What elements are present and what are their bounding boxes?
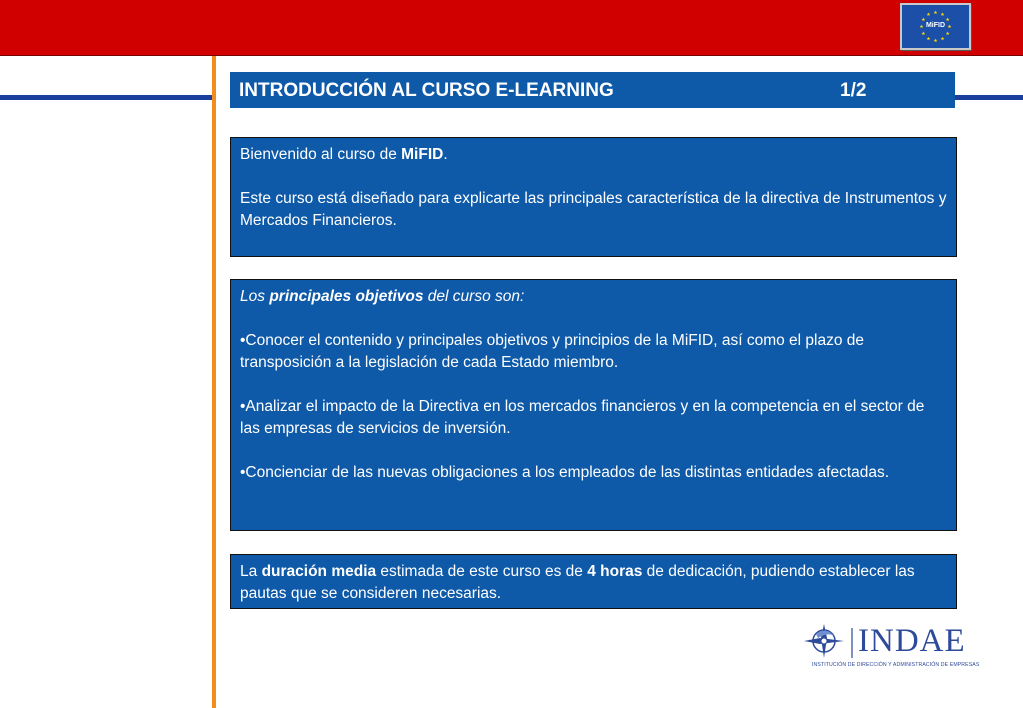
slide-title: INTRODUCCIÓN AL CURSO E-LEARNING xyxy=(239,80,614,101)
heading-bold: principales objetivos xyxy=(269,288,424,305)
welcome-prefix: Bienvenido al curso de xyxy=(240,146,402,163)
star-icon xyxy=(946,18,950,22)
welcome-suffix: . xyxy=(443,146,448,163)
objectives-panel xyxy=(230,279,957,531)
duration-prefix: La xyxy=(240,563,262,580)
logo-name: INDAE xyxy=(858,623,966,659)
compass-emblem-icon xyxy=(800,620,856,664)
objectives-heading xyxy=(240,286,947,308)
duration-hours: 4 horas xyxy=(587,563,643,580)
heading-prefix: Los xyxy=(240,288,270,305)
divider-left xyxy=(0,95,213,100)
objective-item: •Conocer el contenido y principales objetivos y principios de la MiFID, así como el plazo de transposición a la legislación de cada Estado miembro. xyxy=(240,332,865,371)
objective-item: •Concienciar de las nuevas obligaciones a los empleados de las distintas entidades afectadas. xyxy=(240,464,890,481)
duration-suffix: de dedicación, pudiendo establecer las pautas que se consideren necesarias. xyxy=(240,563,915,602)
logo-subtitle: INSTITUCIÓN DE DIRECCIÓN Y ADMINISTRACIÓN DE EMPRESAS xyxy=(812,662,980,668)
duration-label: duración media xyxy=(261,563,377,580)
course-name: MiFID xyxy=(401,146,444,163)
indae-logo xyxy=(800,620,990,675)
vertical-accent-line xyxy=(212,56,216,708)
eu-flag-icon xyxy=(900,3,971,50)
course-description: Este curso está diseñado para explicarte las principales característica de la directiva de Instrumentos y Mercados Financieros. xyxy=(240,190,947,229)
star-icon xyxy=(921,18,925,22)
star-icon xyxy=(941,37,945,41)
flag-label: MiFID xyxy=(925,22,946,29)
objective-item: •Analizar el impacto de la Directiva en los mercados financieros y en la competencia en el sector de las empresas de servicios de inversión. xyxy=(240,398,925,437)
duration-panel xyxy=(230,554,957,609)
star-icon xyxy=(946,32,950,36)
star-icon xyxy=(941,12,945,16)
top-banner xyxy=(0,0,1023,56)
page-indicator: 1/2 xyxy=(840,80,867,101)
star-icon xyxy=(934,39,938,43)
slide-title-bar xyxy=(230,72,955,108)
intro-panel xyxy=(230,137,957,257)
star-icon xyxy=(921,32,925,36)
star-icon xyxy=(927,37,931,41)
duration-middle: estimada de este curso es de xyxy=(376,563,588,580)
welcome-line xyxy=(240,144,947,166)
star-icon xyxy=(934,11,938,15)
duration-text xyxy=(240,561,947,605)
divider-right xyxy=(955,95,1023,100)
heading-suffix: del curso son: xyxy=(423,288,525,305)
star-icon xyxy=(927,12,931,16)
